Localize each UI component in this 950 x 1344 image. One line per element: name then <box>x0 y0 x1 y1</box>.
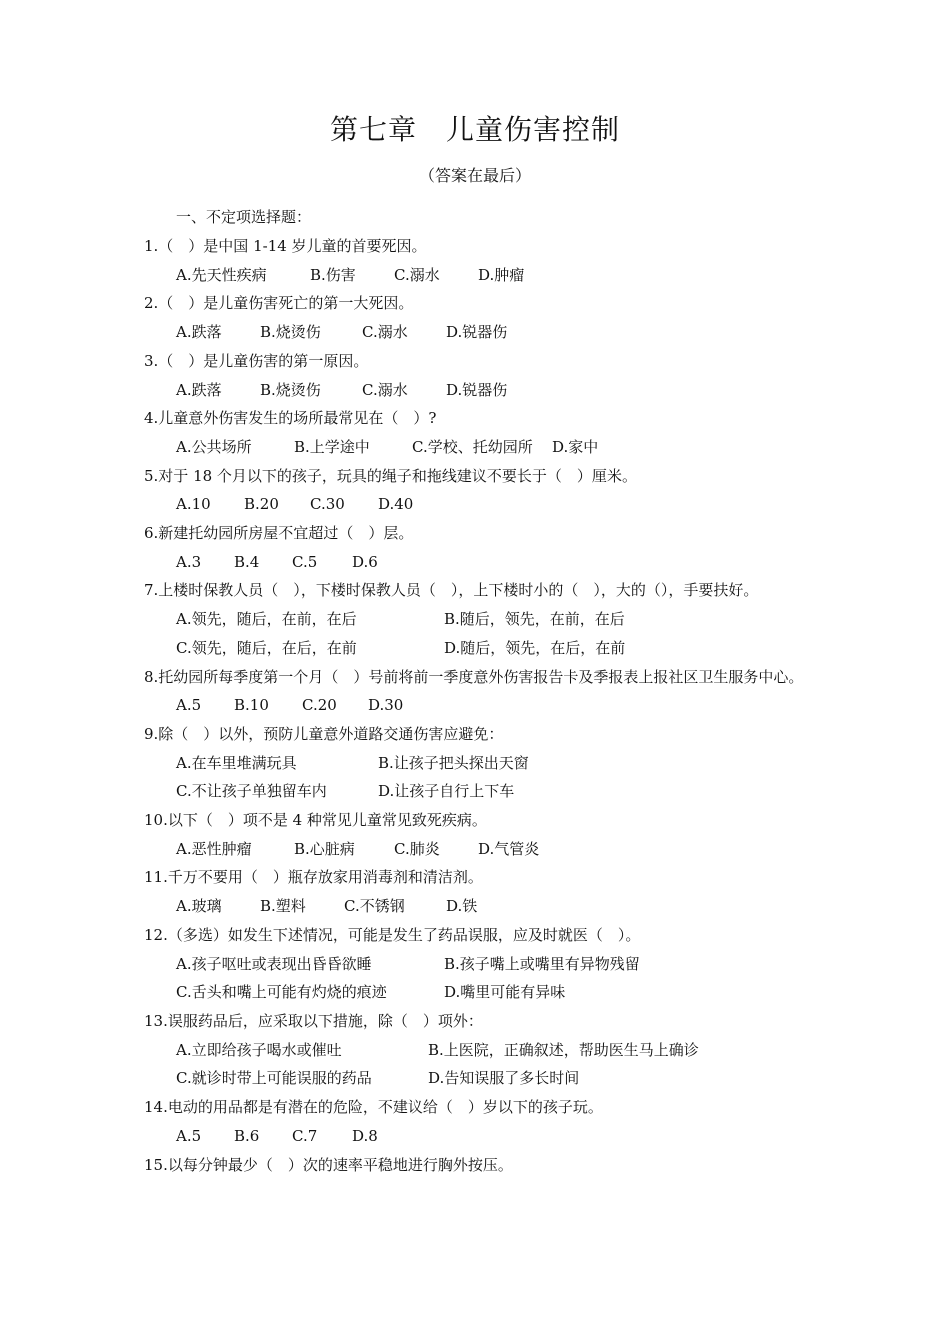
chapter-title: 第七章 儿童伤害控制 <box>329 113 620 146</box>
section-heading: 一、不定项选择题： <box>176 208 312 226</box>
option-d: D.气管炎 <box>478 839 540 858</box>
option-a: A.5 <box>176 1126 202 1145</box>
option-d: D.随后，领先，在后，在前 <box>444 638 626 657</box>
option-c: C.溺水 <box>362 380 408 399</box>
option-d: D.8 <box>352 1126 378 1145</box>
option-d: D.告知误服了多长时间 <box>428 1069 580 1088</box>
option-d: D.6 <box>352 552 378 571</box>
option-c: C.5 <box>292 552 318 571</box>
option-a: A.公共场所 <box>176 437 252 456</box>
option-d: D.肿瘤 <box>478 265 525 284</box>
question-5: 5.对于 18 个月以下的孩子，玩具的绳子和拖线建议不要长于（ ）厘米。 <box>144 466 637 485</box>
option-row <box>144 433 824 462</box>
option-b: B.烧烫伤 <box>260 323 321 342</box>
option-b: B.4 <box>234 552 260 571</box>
option-a: A.领先，随后，在前，在后 <box>176 610 357 629</box>
option-d: D.40 <box>378 495 414 514</box>
question-10: 10.以下（ ）项不是 4 种常见儿童常见致死疾病。 <box>144 811 487 830</box>
question-9: 9.除（ ）以外，预防儿童意外道路交通伤害应避免： <box>144 724 504 743</box>
question-6: 6.新建托幼园所房屋不宜超过（ ）层。 <box>144 524 414 543</box>
option-a: A.孩子呕吐或表现出昏昏欲睡 <box>176 954 372 973</box>
option-row <box>144 892 824 921</box>
question-list <box>144 232 824 1179</box>
option-b: B.孩子嘴上或嘴里有异物残留 <box>444 954 640 973</box>
question-2: 2.（ ）是儿童伤害死亡的第一大死因。 <box>144 294 414 313</box>
option-row <box>144 605 824 634</box>
option-b: B.10 <box>234 696 269 715</box>
option-a: A.玻璃 <box>176 897 222 916</box>
option-row <box>144 318 824 347</box>
option-b: B.伤害 <box>310 265 356 284</box>
option-d: D.30 <box>368 696 404 715</box>
option-a: A.先天性疾病 <box>176 265 267 284</box>
option-b: B.上医院，正确叙述，帮助医生马上确诊 <box>428 1040 699 1059</box>
option-d: D.让孩子自行上下车 <box>378 782 515 801</box>
option-row <box>144 1064 824 1093</box>
option-b: B.让孩子把头探出天窗 <box>378 753 529 772</box>
question-13: 13.误服药品后，应采取以下措施，除（ ）项外： <box>144 1011 483 1030</box>
option-c: C.领先，随后，在后，在前 <box>176 638 357 657</box>
question-14: 14.电动的用品都是有潜在的危险，不建议给（ ）岁以下的孩子玩。 <box>144 1098 603 1117</box>
option-row <box>144 835 824 864</box>
question-15: 15.以每分钟最少（ ）次的速率平稳地进行胸外按压。 <box>144 1155 513 1174</box>
answer-note: （答案在最后） <box>418 166 531 185</box>
option-row <box>144 777 824 806</box>
option-a: A.10 <box>176 495 211 514</box>
question-12: 12.（多选）如发生下述情况，可能是发生了药品误服，应及时就医（ ）。 <box>144 925 641 944</box>
question-4: 4.儿童意外伤害发生的场所最常见在（ ）? <box>144 409 437 428</box>
option-b: B.20 <box>244 495 279 514</box>
option-c: C.就诊时带上可能误服的药品 <box>176 1069 372 1088</box>
option-c: C.不让孩子单独留车内 <box>176 782 327 801</box>
option-row <box>144 749 824 778</box>
option-row <box>144 490 824 519</box>
option-c: C.7 <box>292 1126 318 1145</box>
question-7: 7.上楼时保教人员（ ），下楼时保教人员（ ），上下楼时小的（ ），大的（），手要扶好。 <box>144 581 759 600</box>
question-3: 3.（ ）是儿童伤害的第一原因。 <box>144 351 369 370</box>
option-row <box>144 950 824 979</box>
option-a: A.跌落 <box>176 323 222 342</box>
option-c: C.舌头和嘴上可能有灼烧的痕迹 <box>176 983 387 1002</box>
option-d: D.嘴里可能有异味 <box>444 983 566 1002</box>
option-row <box>144 634 824 663</box>
option-row <box>144 376 824 405</box>
option-row <box>144 1122 824 1151</box>
option-a: A.恶性肿瘤 <box>176 839 252 858</box>
option-a: A.5 <box>176 696 202 715</box>
option-d: D.锐器伤 <box>446 323 508 342</box>
option-a: A.跌落 <box>176 380 222 399</box>
option-a: A.立即给孩子喝水或催吐 <box>176 1040 342 1059</box>
option-row <box>144 978 824 1007</box>
option-b: B.上学途中 <box>294 437 370 456</box>
option-a: A.3 <box>176 552 202 571</box>
option-b: B.塑料 <box>260 897 306 916</box>
question-11: 11.千万不要用（ ）瓶存放家用消毒剂和清洁剂。 <box>144 868 483 887</box>
option-d: D.铁 <box>446 897 478 916</box>
option-b: B.6 <box>234 1126 260 1145</box>
option-a: A.在车里堆满玩具 <box>176 753 297 772</box>
question-8: 8.托幼园所每季度第一个月（ ）号前将前一季度意外伤害报告卡及季报表上报社区卫生服务中心。 <box>144 667 804 686</box>
option-b: B.烧烫伤 <box>260 380 321 399</box>
option-c: C.溺水 <box>394 265 440 284</box>
option-row <box>144 261 824 290</box>
option-d: D.锐器伤 <box>446 380 508 399</box>
option-c: C.学校、托幼园所 <box>412 437 533 456</box>
option-c: C.不锈钢 <box>344 897 405 916</box>
option-row <box>144 548 824 577</box>
question-1: 1.（ ）是中国 1-14 岁儿童的首要死因。 <box>144 237 427 255</box>
option-row <box>144 1036 824 1065</box>
option-c: C.30 <box>310 495 345 514</box>
option-c: C.20 <box>302 696 337 715</box>
option-b: B.随后，领先，在前，在后 <box>444 610 625 629</box>
option-d: D.家中 <box>552 437 599 456</box>
option-b: B.心脏病 <box>294 839 355 858</box>
option-c: C.溺水 <box>362 323 408 342</box>
option-row <box>144 691 824 720</box>
option-c: C.肺炎 <box>394 839 440 858</box>
